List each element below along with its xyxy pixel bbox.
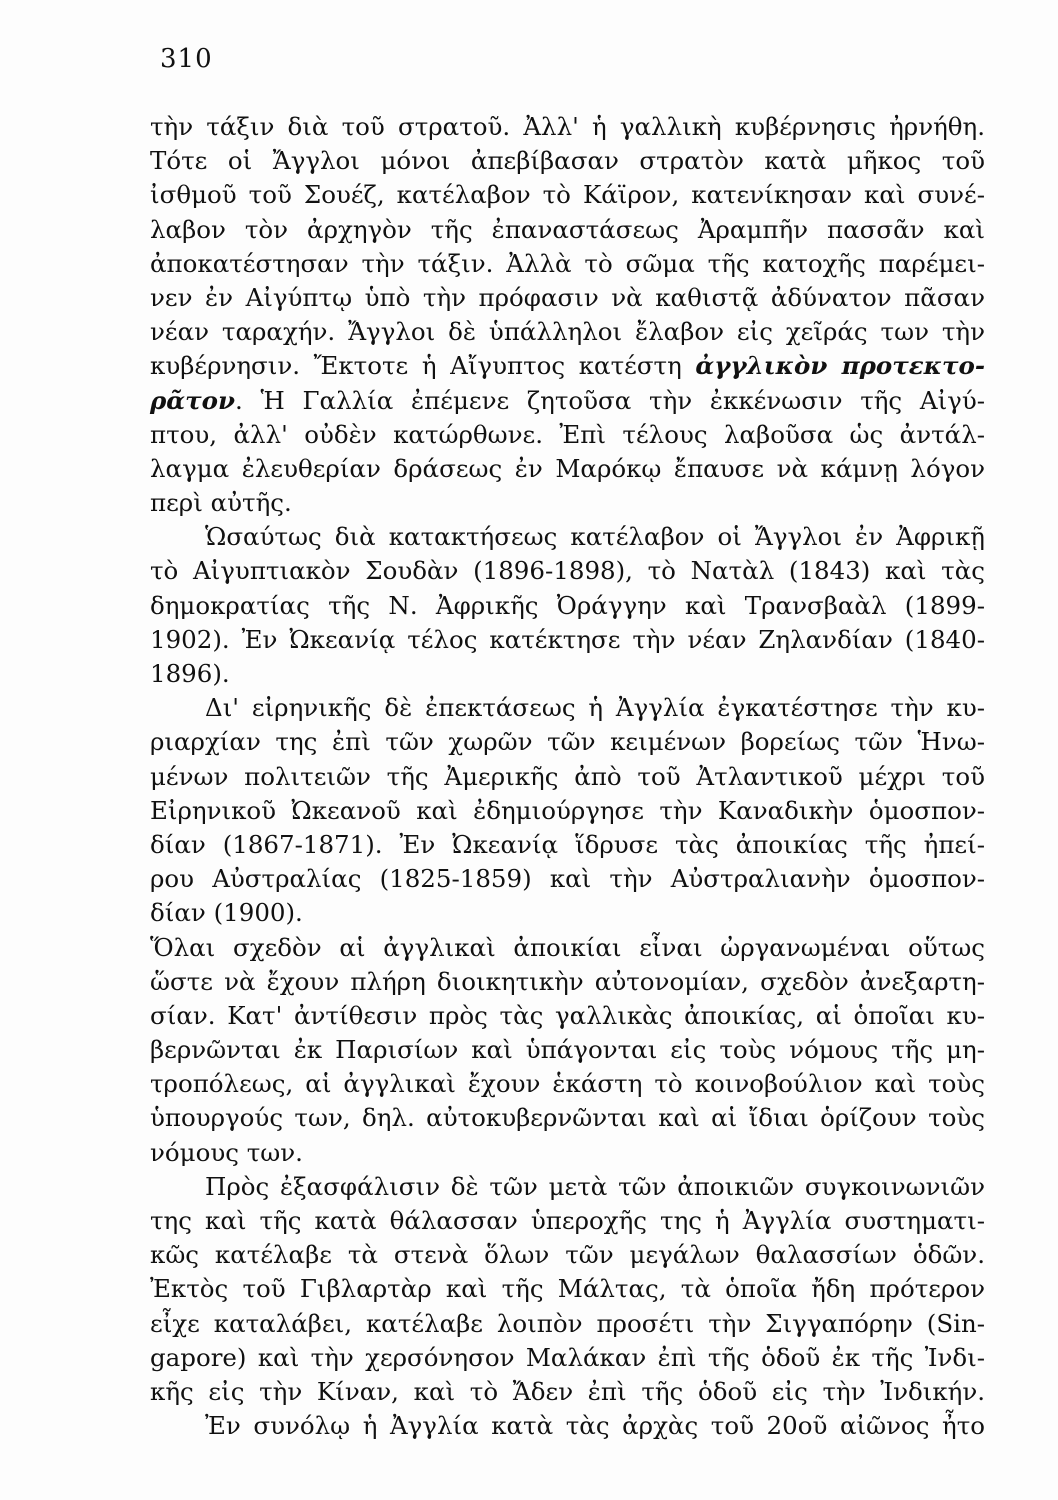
line-text: τροπόλεως, αἱ ἀγγλικαὶ ἔχουν ἑκάστη τὸ κοινοβούλιον καὶ τοὺς: [150, 1069, 985, 1099]
line-text: Ἐκτὸς τοῦ Γιβλαρτὰρ καὶ τῆς Μάλτας, τὰ ὁποῖα ἤδη πρότερον: [150, 1274, 985, 1304]
text-line: [150, 213, 985, 247]
text-line: [150, 1238, 985, 1272]
line-text: λαγμα ἐλευθερίαν δράσεως ἐν Μαρόκῳ ἔπαυσε νὰ κάμνῃ λόγον: [150, 453, 985, 483]
line-text: Τότε οἱ Ἄγγλοι μόνοι ἀπεβίβασαν στρατὸν κατὰ μῆκος τοῦ: [150, 146, 985, 176]
line-text: δίαν (1900).: [150, 898, 303, 928]
text-line: [150, 1272, 985, 1306]
text-line: [150, 862, 985, 896]
emphasized-term: ρᾶτον: [150, 385, 235, 415]
line-text: κῆς εἰς τὴν Κίναν, καὶ τὸ Ἄδεν ἐπὶ τῆς ὁδοῦ εἰς τὴν Ἰνδικήν.: [150, 1376, 985, 1406]
line-text: περὶ αὐτῆς.: [150, 488, 292, 518]
line-text: ἰσθμοῦ τοῦ Σουέζ, κατέλαβον τὸ Κάϊρον, κατενίκησαν καὶ συνέ-: [150, 180, 985, 210]
line-text: Εἰρηνικοῦ Ὠκεανοῦ καὶ ἐδημιούργησε τὴν Καναδικὴν ὁμοσπον-: [150, 795, 985, 825]
line-text: νεν ἐν Αἰγύπτῳ ὑπὸ τὴν πρόφασιν νὰ καθιστᾷ ἀδύνατον πᾶσαν: [150, 282, 985, 312]
text-line: [150, 315, 985, 349]
line-text: κῶς κατέλαβε τὰ στενὰ ὅλων τῶν μεγάλων θαλασσίων ὁδῶν.: [150, 1240, 985, 1270]
line-text: εἶχε καταλάβει, κατέλαβε λοιπὸν προσέτι τὴν Σιγγαπόρην (Sin-: [150, 1308, 985, 1338]
line-text: πτου, ἀλλ' οὐδὲν κατώρθωνε. Ἐπὶ τέλους λαβοῦσα ὡς ἀντάλ-: [150, 419, 985, 449]
text-line: [150, 1101, 985, 1135]
line-text: βερνῶνται ἐκ Παρισίων καὶ ὑπάγονται εἰς τοὺς νόμους τῆς μη-: [150, 1035, 985, 1065]
line-text: δίαν (1867-1871). Ἐν Ὠκεανίᾳ ἵδρυσε τὰς ἀποικίας τῆς ἠπεί-: [150, 829, 985, 859]
text-line: [150, 1033, 985, 1067]
text-line: [150, 760, 985, 794]
text-line: [150, 452, 985, 486]
text-line: [150, 1341, 985, 1375]
line-text: νέαν ταραχήν. Ἄγγλοι δὲ ὑπάλληλοι ἔλαβον εἰς χεῖράς των τὴν: [150, 317, 985, 347]
text-line: [150, 554, 985, 588]
text-line: [150, 794, 985, 828]
line-text: της καὶ τῆς κατὰ θάλασσαν ὑπεροχῆς της ἡ Ἀγγλία συστηματι-: [150, 1206, 985, 1235]
text-line: [150, 1409, 985, 1443]
text-line: [150, 520, 985, 554]
line-text: τὴν τάξιν διὰ τοῦ στρατοῦ. Ἀλλ' ἡ γαλλικὴ κυβέρνησις ἠρνήθη.: [150, 112, 985, 141]
text-line: [150, 1204, 985, 1238]
line-text: gapore) καὶ τὴν χερσόνησον Μαλάκαν ἐπὶ τῆς ὁδοῦ ἐκ τῆς Ἰνδι-: [150, 1342, 985, 1372]
line-text: Δι' εἰρηνικῆς δὲ ἐπεκτάσεως ἡ Ἀγγλία ἐγκατέστησε τὴν κυ-: [205, 693, 985, 723]
text-line: [150, 1375, 985, 1409]
line-text: ὑπουργούς των, δηλ. αὐτοκυβερνῶνται καὶ αἱ ἴδιαι ὁρίζουν τοὺς: [150, 1103, 985, 1133]
text-line: [150, 1307, 985, 1341]
line-text: λαβον τὸν ἀρχηγὸν τῆς ἐπαναστάσεως Ἀραμπῆν πασσᾶν καὶ: [150, 214, 985, 244]
line-text: ἀποκατέστησαν τὴν τάξιν. Ἀλλὰ τὸ σῶμα τῆς κατοχῆς παρέμει-: [150, 248, 985, 278]
text-line: [150, 725, 985, 759]
line-text: 1896).: [150, 659, 230, 688]
text-line: [150, 1067, 985, 1101]
line-text: 1902). Ἐν Ὠκεανίᾳ τέλος κατέκτησε τὴν νέαν Ζηλανδίαν (1840-: [150, 624, 985, 654]
line-text: ρου Αὐστραλίας (1825-1859) καὶ τὴν Αὐστραλιανὴν ὁμοσπον-: [150, 864, 985, 894]
line-text: Πρὸς ἐξασφάλισιν δὲ τῶν μετὰ τῶν ἀποικιῶν συγκοινωνιῶν: [205, 1171, 985, 1201]
line-text: κυβέρνησιν. Ἔκτοτε ἡ Αἴγυπτος κατέστη: [150, 351, 696, 381]
text-line: [150, 896, 985, 930]
text-line: [150, 589, 985, 623]
text-line: [150, 349, 985, 383]
line-text: . Ἡ Γαλλία ἐπέμενε ζητοῦσα τὴν ἐκκένωσιν τῆς Αἰγύ-: [234, 385, 985, 415]
text-line: [150, 110, 985, 144]
line-text: Ὡσαύτως διὰ κατακτήσεως κατέλαβον οἱ Ἄγγλοι ἐν Ἀφρικῇ: [205, 522, 985, 552]
text-line: [150, 486, 985, 520]
line-text: ριαρχίαν της ἐπὶ τῶν χωρῶν τῶν κειμένων βορείως τῶν Ἡνω-: [150, 727, 985, 757]
text-line: [150, 623, 985, 657]
text-line: [150, 1170, 985, 1204]
text-line: [150, 178, 985, 212]
text-line: [150, 931, 985, 965]
text-line: [150, 657, 985, 691]
text-line: [150, 247, 985, 281]
emphasized-term: ἀγγλικὸν προτεκτο-: [695, 351, 985, 381]
text-line: [150, 144, 985, 178]
text-line: [150, 281, 985, 315]
line-text: τὸ Αἰγυπτιακὸν Σουδὰν (1896-1898), τὸ Νατὰλ (1843) καὶ τὰς: [150, 556, 985, 586]
text-line: [150, 1136, 985, 1170]
line-text: μένων πολιτειῶν τῆς Ἀμερικῆς ἀπὸ τοῦ Ἀτλαντικοῦ μέχρι τοῦ: [150, 761, 985, 791]
line-text: Ἐν συνόλῳ ἡ Ἀγγλία κατὰ τὰς ἀρχὰς τοῦ 20οῦ αἰῶνος ἦτο: [205, 1411, 985, 1441]
line-text: Ὅλαι σχεδὸν αἱ ἀγγλικαὶ ἀποικίαι εἶναι ὠργανωμέναι οὕτως: [150, 932, 985, 962]
text-line: [150, 418, 985, 452]
line-text: σίαν. Κατ' ἀντίθεσιν πρὸς τὰς γαλλικὰς ἀποικίας, αἱ ὁποῖαι κυ-: [150, 1000, 985, 1030]
body-text: [150, 110, 985, 1443]
text-line: [150, 965, 985, 999]
text-line: [150, 999, 985, 1033]
text-line: [150, 828, 985, 862]
text-line: [150, 691, 985, 725]
page-number: 310: [160, 44, 213, 74]
text-line: [150, 384, 985, 418]
line-text: δημοκρατίας τῆς Ν. Ἀφρικῆς Ὀράγγην καὶ Τρανσβαὰλ (1899-: [150, 590, 985, 620]
line-text: ὥστε νὰ ἔχουν πλήρη διοικητικὴν αὐτονομίαν, σχεδὸν ἀνεξαρτη-: [150, 966, 985, 996]
line-text: νόμους των.: [150, 1137, 303, 1167]
